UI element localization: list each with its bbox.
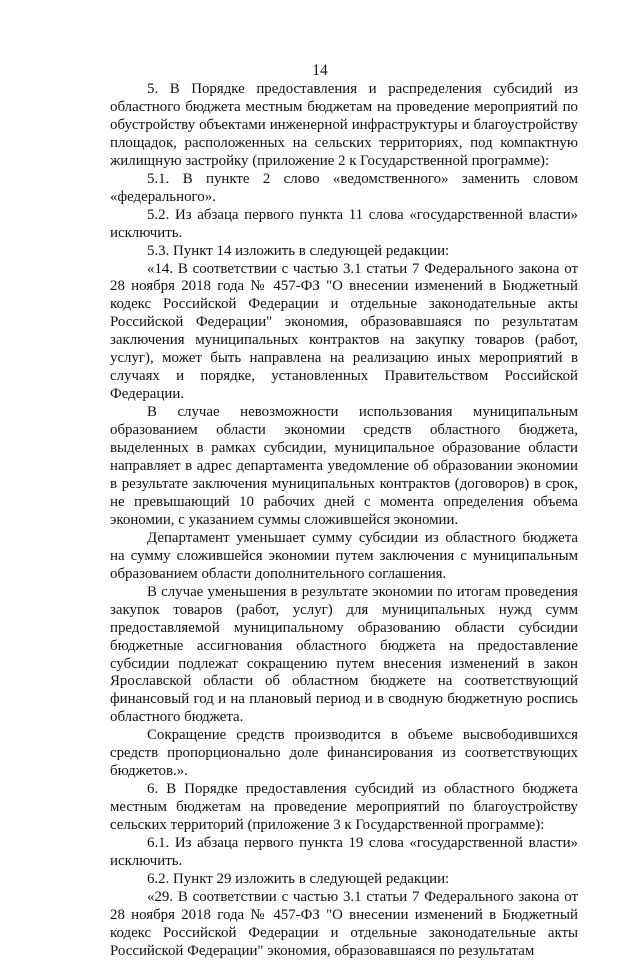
paragraph-budget-reduction: В случае уменьшения в результате экономии по итогам проведения закупок товаров (работ, услуг) для муниципальных нужд сумм предоставляемой муниципальному образованию области субсидии бюджетные ассигнования областного бюджета на предоставление субсидии подлежат сокращению путем внесения изменений в закон Ярославской области об областном бюджете на соответствующий финансовый год и на плановый период и в сводную бюджетную роспись областного бюджета. bbox=[110, 583, 578, 726]
paragraph-6-2: 6.2. Пункт 29 изложить в следующей редакции: bbox=[147, 870, 450, 887]
paragraph-14: «14. В соответствии с частью 3.1 статьи 7 Федерального закона от 28 ноября 2018 года № 457-ФЗ "О внесении изменений в Бюджетный кодекс Российской Федерации и отдельные законодательные акты Российской Федерации" экономия, образовавшаяся по результатам заключения муниципальных контрактов на закупку товаров (работ, услуг), может быть направлена на реализацию иных мероприятий в случаях и порядке, установленных Правительством Российской Федерации. bbox=[110, 260, 578, 403]
paragraph-economy-notice: В случае невозможности использования муниципальным образованием области экономии средств областного бюджета, выделенных в рамках субсидии, муниципальное образование области направляет в адрес департамента уведомление об образовании экономии в результате заключения муниципальных контрактов (договоров) в срок, не превышающий 10 рабочих дней с момента определения объема экономии, с указанием суммы сложившейся экономии. bbox=[110, 404, 578, 528]
paragraph-29: «29. В соответствии с частью 3.1 статьи 7 Федерального закона от 28 ноября 2018 года № 457-ФЗ "О внесении изменений в Бюджетный кодекс Российской Федерации и отдельные законодательные акты Российской Федерации" экономия, образовавшаяся по результатам bbox=[110, 888, 578, 959]
paragraph-5: 5. В Порядке предоставления и распределения субсидий из областного бюджета местным бюджетам на проведение мероприятий по обустройству объектами инженерной инфраструктуры и благоустройству площадок, расположенных на сельских территориях, под компактную жилищную застройку (приложение 2 к Государственной программе): bbox=[110, 81, 578, 169]
page-number: 14 bbox=[312, 62, 328, 79]
paragraph-5-2: 5.2. Из абзаца первого пункта 11 слова «государственной власти» исключить. bbox=[110, 206, 578, 241]
paragraph-5-3: 5.3. Пункт 14 изложить в следующей редакции: bbox=[147, 242, 450, 259]
paragraph-6: 6. В Порядке предоставления субсидий из областного бюджета местным бюджетам на проведение мероприятий по благоустройству сельских территорий (приложение 3 к Государственной программе): bbox=[110, 781, 578, 834]
paragraph-5-1: 5.1. В пункте 2 слово «ведомственного» заменить словом «федерального». bbox=[110, 170, 578, 205]
document-body bbox=[110, 81, 578, 961]
paragraph-department-reduction: Департамент уменьшает сумму субсидии из областного бюджета на сумму сложившейся экономии путем заключения с муниципальным образованием области дополнительного соглашения. bbox=[110, 529, 578, 582]
paragraph-funds-reduction: Сокращение средств производится в объеме высвободившихся средств пропорционально доле финансирования из соответствующих бюджетов.». bbox=[110, 727, 578, 780]
paragraph-6-1: 6.1. Из абзаца первого пункта 19 слова «государственной власти» исключить. bbox=[110, 835, 578, 869]
